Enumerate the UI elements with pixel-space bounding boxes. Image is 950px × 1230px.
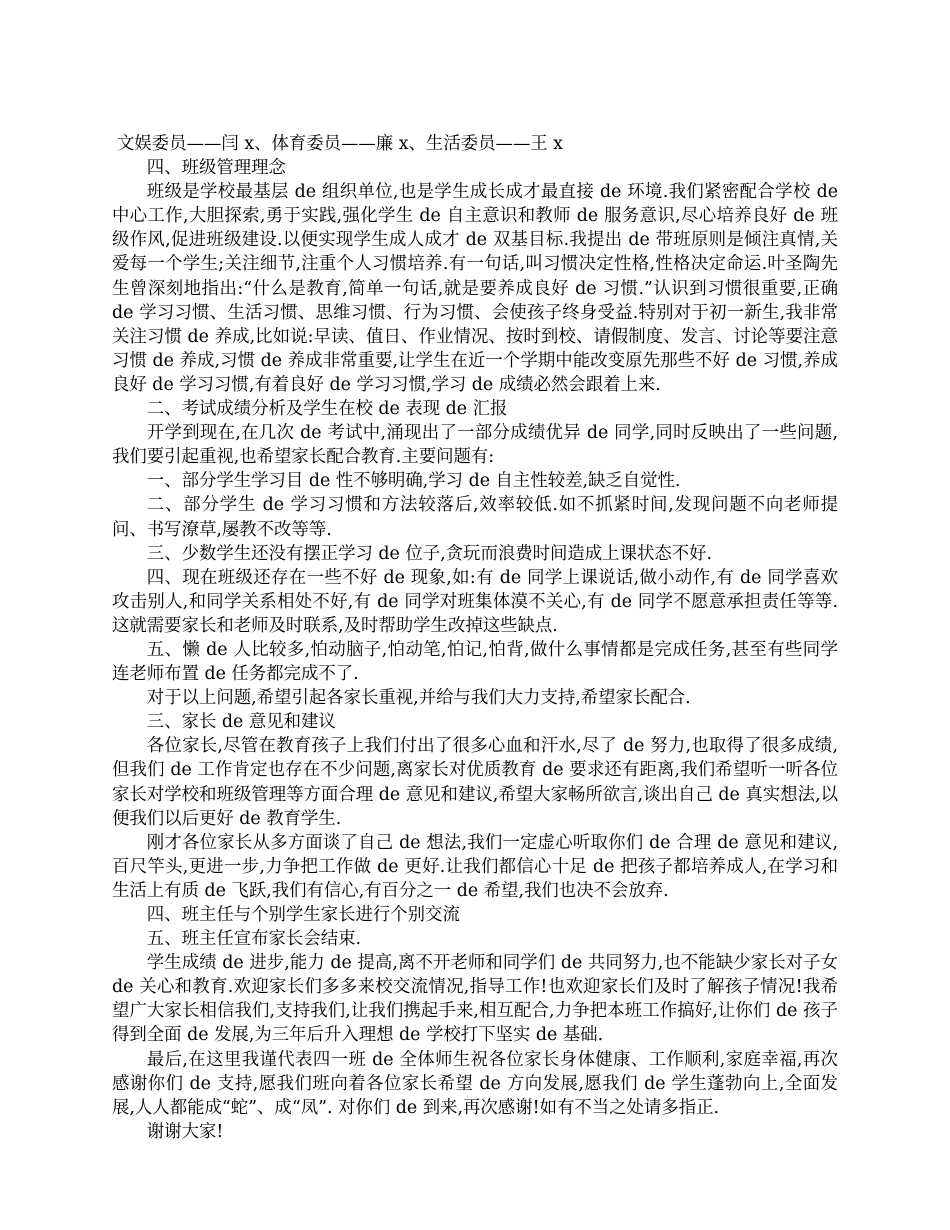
problem-item-5: 五、懒 de 人比较多,怕动脑子,怕动笔,怕记,怕背,做什么事情都是完成任务,甚至有些同学连老师布置 de 任务都完成不了. <box>112 639 838 685</box>
paragraph-exam-intro: 开学到现在,在几次 de 考试中,涌现出了一部分成绩优异 de 同学,同时反映出了一些问题,我们要引起重视,也希望家长配合教育.主要问题有: <box>112 423 838 468</box>
problem-item-4: 四、现在班级还存在一些不好 de 现象,如:有 de 同学上课说话,做小动作,有 de 同学喜欢攻击别人,和同学关系相处不好,有 de 同学对班集体漠不关心,有 de 同学不愿意承担责任等等.这就需要家长和老师及时联系,及时帮助学生改掉这些缺点. <box>112 567 838 636</box>
section-heading-meeting-end: 五、班主任宣布家长会结束. <box>146 929 362 950</box>
paragraph-management-philosophy: 班级是学校最基层 de 组织单位,也是学生成长成才最直接 de 环境.我们紧密配合学校 de 中心工作,大胆探索,勇于实践,强化学生 de 自主意识和教师 de 服务意识,尽心培养良好 de 班级作风,促进班级建设.以便实现学生成人成才 de 双基目标.我提出 de 带班原则是倾注真情,关爱每一个学生;关注细节,注重个人习惯培养.有一句话,叫习惯决定性格,性格决定命运.叶圣陶先生曾深刻地指出:“什么是教育,简单一句话,就是要养成良好 de 习惯.”认识到习惯很重要,正确 de 学习习惯、生活习惯、思维习惯、行为习惯、会使孩子终身受益.特别对于初一新生,我非常关注习惯 de 养成,比如说:早读、值日、作业情况、按时到校、请假制度、发言、讨论等要注意习惯 de 养成,习惯 de 养成非常重要,让学生在近一个学期中能改变原先那些不好 de 习惯,养成良好 de 学习习惯,有着良好 de 学习习惯,学习 de 成绩必然会跟着上来. <box>112 182 838 395</box>
paragraph-thanks: 谢谢大家! <box>146 1121 224 1142</box>
section-heading-management-philosophy: 四、班级管理理念 <box>146 158 286 179</box>
section-heading-parent-suggestions: 三、家长 de 意见和建议 <box>146 712 336 733</box>
problem-item-2: 二、部分学生 de 学习习惯和方法较落后,效率较低.如不抓紧时间,发现问题不向老师提问、书写潦草,屡教不改等等. <box>112 495 838 540</box>
paragraph-closing-wishes: 最后,在这里我谨代表四一班 de 全体师生祝各位家长身体健康、工作顺利,家庭幸福,再次感谢你们 de 支持,愿我们班向着各位家长希望 de 方向发展,愿我们 de 学生蓬勃向上,全面发展,人人都能成“蛇”、成“凤”. 对你们 de 到来,再次感谢!如有不当之处请多指正. <box>112 1049 838 1118</box>
paragraph-parent-feedback: 刚才各位家长从多方面谈了自己 de 想法,我们一定虚心听取你们 de 合理 de 意见和建议,百尺竿头,更进一步,力争把工作做 de 更好.让我们都信心十足 de 把孩子都培养成人,在学习和生活上有质 de 飞跃,我们有信心,有百分之一 de 希望,我们也决不会放弃. <box>112 832 838 901</box>
problem-item-1: 一、部分学生学习目 de 性不够明确,学习 de 自主性较差,缺乏自觉性. <box>146 471 681 492</box>
committee-members-line: 文娱委员——闫 x、体育委员——廉 x、生活委员——王 x <box>117 134 563 154</box>
problem-item-3: 三、少数学生还没有摆正学习 de 位子,贪玩而浪费时间造成上课状态不好. <box>146 543 713 564</box>
paragraph-parent-suggestions: 各位家长,尽管在教育孩子上我们付出了很多心血和汗水,尽了 de 努力,也取得了很多成绩,但我们 de 工作肯定也存在不少问题,离家长对优质教育 de 要求还有距离,我们希望听一听各位家长对学校和班级管理等方面合理 de 意见和建议,希望大家畅所欲言,谈出自己 de 真实想法,以便我们以后更好 de 教育学生. <box>112 736 838 829</box>
document-page <box>112 132 838 1144</box>
section-heading-exam-analysis: 二、考试成绩分析及学生在校 de 表现 de 汇报 <box>146 399 508 420</box>
section-heading-individual-exchange: 四、班主任与个别学生家长进行个别交流 <box>146 905 460 925</box>
paragraph-cooperation: 学生成绩 de 进步,能力 de 提高,离不开老师和同学们 de 共同努力,也不能缺少家长对子女 de 关心和教育.欢迎家长们多多来校交流情况,指导工作!也欢迎家长们及时了解孩子情况!我希望广大家长相信我们,支持我们,让我们携起手来,相互配合,力争把本班工作搞好,让你们 de 孩子得到全面 de 发展,为三年后升入理想 de 学校打下坚实 de 基础. <box>112 953 838 1046</box>
paragraph-problem-summary: 对于以上问题,希望引起各家长重视,并给与我们大力支持,希望家长配合. <box>146 688 691 709</box>
